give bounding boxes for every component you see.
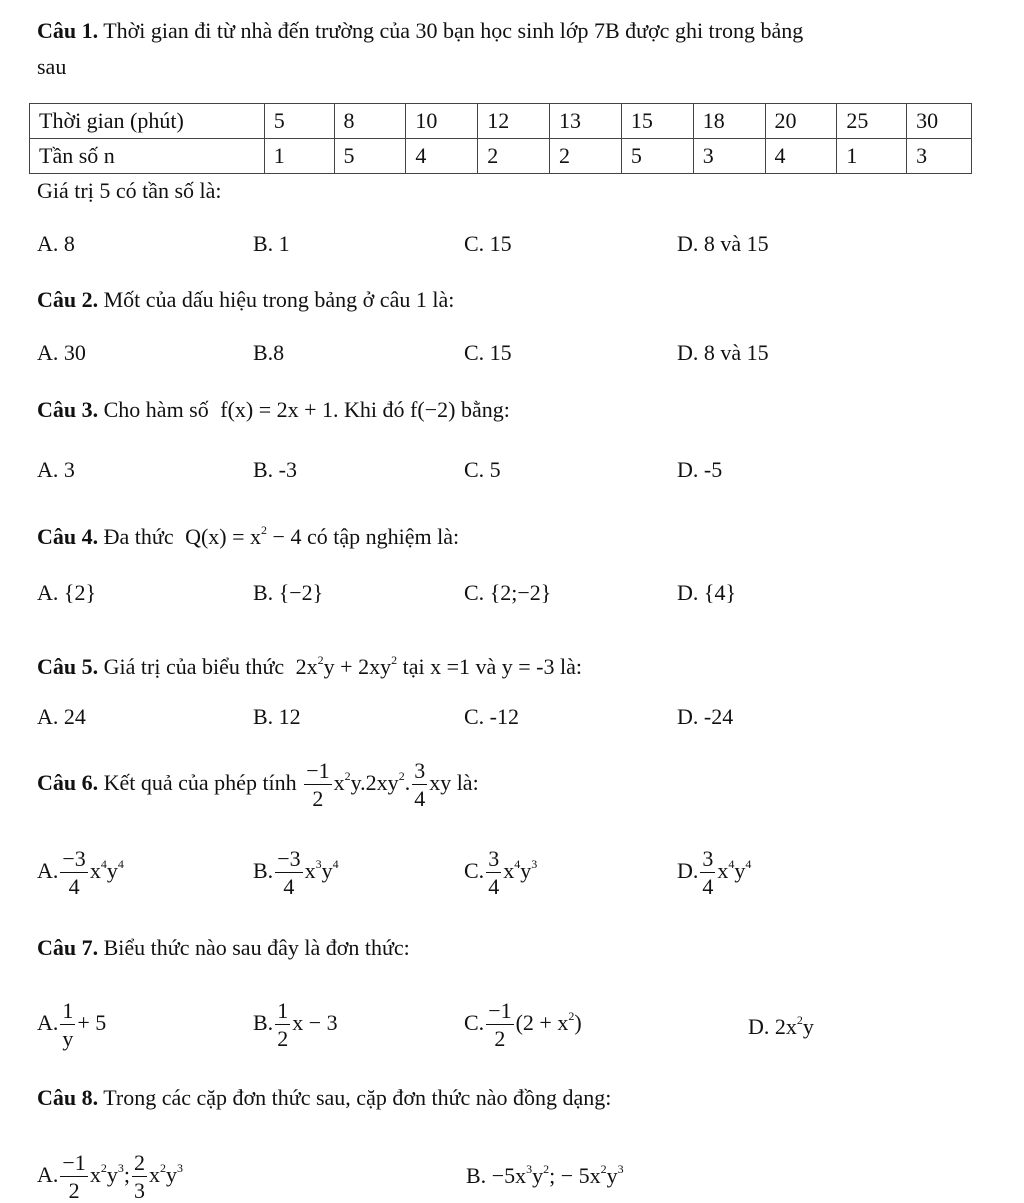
option-letter: B. [466, 1163, 487, 1188]
numerator: 2 [133, 1150, 145, 1175]
term: y [802, 1014, 814, 1039]
option-letter: A. [37, 1010, 59, 1036]
question-7-label: Câu 7. [37, 935, 99, 960]
denominator: y [62, 1026, 74, 1051]
question-6 [37, 760, 479, 810]
exponent: 2 [100, 1161, 107, 1176]
numerator: 3 [702, 846, 714, 871]
exponent: 3 [117, 1161, 124, 1176]
table-cell: 5 [621, 139, 693, 174]
question-1-prompt: Giá trị 5 có tần số là: [37, 178, 222, 203]
term: . [404, 770, 411, 796]
question-1-text-continued: sau [37, 54, 67, 79]
option-value: {−2} [278, 580, 324, 605]
fraction [132, 1152, 147, 1202]
table-cell: 20 [765, 104, 837, 139]
q7-option-d[interactable] [748, 1005, 814, 1042]
table-cell: 3 [693, 139, 765, 174]
option-letter: D. [677, 858, 699, 884]
question-8 [37, 1083, 611, 1113]
denominator: 4 [283, 874, 295, 899]
term: y [734, 858, 746, 884]
exponent: 2 [568, 1009, 575, 1024]
question-6-label: Câu 6. [37, 770, 99, 796]
term: y [606, 1163, 618, 1188]
exponent: 2 [600, 1162, 607, 1176]
numerator: 1 [277, 998, 289, 1023]
q6-option-c[interactable] [464, 848, 537, 898]
option-letter: C. [464, 580, 485, 605]
fraction [700, 848, 715, 898]
option-letter: C. [464, 1010, 485, 1036]
table-cell: 15 [621, 104, 693, 139]
q2-option-c[interactable]: C. 15 [464, 340, 512, 365]
term: x [717, 858, 729, 884]
question-5-label: Câu 5. [37, 654, 99, 679]
table-cell: 3 [907, 139, 972, 174]
term: y [321, 858, 333, 884]
expression [296, 654, 397, 679]
term: x [89, 1162, 101, 1188]
fraction [60, 1000, 75, 1050]
q6-option-b[interactable] [253, 848, 339, 898]
term: y [532, 1163, 544, 1188]
numerator: −1 [306, 758, 330, 783]
denominator: 2 [68, 1178, 80, 1203]
q5-option-a[interactable]: A. 24 [37, 704, 86, 729]
exponent: 3 [617, 1162, 624, 1176]
q7-option-c[interactable] [464, 1000, 582, 1050]
table-cell: 4 [406, 139, 478, 174]
option-letter: D. [677, 580, 699, 605]
fraction [275, 848, 302, 898]
term: y [106, 858, 118, 884]
exponent: 4 [745, 857, 752, 872]
fraction [275, 1000, 290, 1050]
option-letter: B. [253, 858, 274, 884]
table-cell: 30 [907, 104, 972, 139]
fraction [486, 1000, 513, 1050]
exponent: 4 [514, 857, 521, 872]
question-2-label: Câu 2. [37, 287, 99, 312]
term: y [106, 1162, 118, 1188]
question-1-text [37, 18, 803, 44]
question-8-text: Trong các cặp đơn thức sau, cặp đơn thức nào đồng dạng: [103, 1085, 612, 1110]
question-1-label: Câu 1. [37, 18, 99, 43]
q4-option-d[interactable] [677, 578, 736, 608]
question-5-text: tại x =1 và y = -3 là: [402, 654, 582, 679]
question-3-text: bằng: [460, 397, 510, 422]
term: x [333, 770, 345, 796]
question-6-text: là: [456, 770, 479, 796]
table-cell: 1 [264, 139, 334, 174]
term: ) [574, 1010, 582, 1036]
question-4-text: Đa thức [103, 524, 174, 549]
fraction [304, 760, 331, 810]
numerator: −3 [62, 846, 86, 871]
table-cell: 5 [264, 104, 334, 139]
function-evaluation: f(−2) [410, 397, 456, 422]
term: x [304, 858, 316, 884]
denominator: 4 [488, 874, 500, 899]
q4-option-a[interactable] [37, 578, 96, 608]
fraction [412, 760, 427, 810]
fraction [60, 848, 87, 898]
denominator: 4 [68, 874, 80, 899]
option-letter: A. [37, 858, 59, 884]
question-3-label: Câu 3. [37, 397, 99, 422]
polynomial-expression [185, 524, 301, 549]
table-cell: 4 [765, 139, 837, 174]
question-3 [37, 395, 510, 425]
q1-option-c[interactable]: C. 15 [464, 231, 512, 256]
question-4-label: Câu 4. [37, 524, 99, 549]
exponent: 3 [526, 1162, 533, 1176]
term: x − 3 [292, 1010, 338, 1036]
fraction [60, 1152, 87, 1202]
numerator: −1 [62, 1150, 86, 1175]
q3-option-c[interactable]: C. 5 [464, 457, 501, 482]
option-letter: A. [37, 1162, 59, 1188]
question-5-text: Giá trị của biểu thức [103, 654, 285, 679]
expression-part: 2x [295, 654, 318, 679]
q1-option-a[interactable]: A. 8 [37, 231, 75, 256]
polynomial-part: Q(x) = x [185, 524, 262, 549]
option-letter: B. [253, 1010, 274, 1036]
exponent: 2 [391, 653, 398, 667]
option-letter: C. [464, 858, 485, 884]
q7-option-a[interactable] [37, 1000, 106, 1050]
table-cell: 2 [478, 139, 550, 174]
term: x [148, 1162, 160, 1188]
denominator: 4 [414, 786, 426, 811]
question-7 [37, 933, 410, 963]
table-row-frequency [30, 139, 972, 174]
denominator: 2 [494, 1026, 506, 1051]
q8-option-b[interactable] [466, 1154, 624, 1191]
exponent: 2 [159, 1161, 166, 1176]
q1-option-b[interactable]: B. 1 [253, 231, 290, 256]
q4-option-c[interactable] [464, 578, 551, 608]
q6-option-a[interactable] [37, 848, 124, 898]
question-5 [37, 645, 582, 682]
page-bottom-clip [0, 1148, 1024, 1203]
question-3-text: Cho hàm số [103, 397, 209, 422]
q4-option-b[interactable] [253, 578, 323, 608]
exponent: 3 [531, 857, 538, 872]
numerator: 1 [62, 998, 74, 1023]
exponent: 2 [317, 653, 324, 667]
frequency-table [29, 103, 972, 174]
table-cell: Thời gian (phút) [30, 104, 265, 139]
q3-option-d[interactable]: D. -5 [677, 457, 723, 482]
exponent: 4 [117, 857, 124, 872]
option-letter: B. [253, 580, 274, 605]
term: 2x [774, 1014, 797, 1039]
term: ; − 5x [549, 1163, 601, 1188]
exponent: 2 [543, 1162, 550, 1176]
option-letter: D. [748, 1014, 770, 1039]
numerator: −1 [488, 998, 512, 1023]
table-row-time [30, 104, 972, 139]
option-value: {2;−2} [489, 580, 552, 605]
q2-option-b[interactable]: B.8 [253, 340, 285, 365]
term: y [165, 1162, 177, 1188]
q5-option-b[interactable]: B. 12 [253, 704, 301, 729]
question-8-label: Câu 8. [37, 1085, 99, 1110]
q5-option-c[interactable]: C. -12 [464, 704, 519, 729]
denominator: 3 [133, 1178, 145, 1203]
exponent: 3 [176, 1161, 183, 1176]
table-cell: 12 [478, 104, 550, 139]
question-6-text: Kết quả của phép tính [103, 770, 297, 796]
exponent: 3 [315, 857, 322, 872]
denominator: 2 [277, 1026, 289, 1051]
exponent: 4 [332, 857, 339, 872]
q3-option-a[interactable]: A. 3 [37, 457, 75, 482]
exponent: 2 [796, 1013, 803, 1027]
exponent: 4 [728, 857, 735, 872]
question-2 [37, 285, 454, 315]
question-7-text: Biểu thức nào sau đây là đơn thức: [103, 935, 410, 960]
term: x [503, 858, 515, 884]
term: (2 + x [515, 1010, 569, 1036]
table-cell: 8 [334, 104, 406, 139]
table-cell: 25 [837, 104, 907, 139]
table-cell: 10 [406, 104, 478, 139]
q8-option-a[interactable] [37, 1152, 183, 1202]
table-cell: Tần số n [30, 139, 265, 174]
term: x [89, 858, 101, 884]
exponent: 4 [100, 857, 107, 872]
table-cell: 1 [837, 139, 907, 174]
q2-option-d[interactable]: D. 8 và 15 [677, 340, 769, 365]
expression-part: y + 2xy [323, 654, 392, 679]
question-1-body: Thời gian đi từ nhà đến trường của 30 bạn học sinh lớp 7B được ghi trong bảng [103, 18, 804, 43]
option-value: {4} [703, 580, 737, 605]
q5-option-d[interactable]: D. -24 [677, 704, 734, 729]
numerator: 3 [414, 758, 426, 783]
option-letter: A. [37, 580, 59, 605]
denominator: 4 [702, 874, 714, 899]
term: xy [429, 770, 452, 796]
polynomial-part: − 4 [267, 524, 302, 549]
q6-option-d[interactable] [677, 848, 751, 898]
question-2-body: Mốt của dấu hiệu trong bảng ở câu 1 là: [103, 287, 455, 312]
q3-option-b[interactable]: B. -3 [253, 457, 297, 482]
term: −5x [491, 1163, 527, 1188]
function-expression: f(x) = 2x + 1 [220, 397, 334, 422]
q1-option-d[interactable]: D. 8 và 15 [677, 231, 769, 256]
exponent: 2 [261, 523, 268, 537]
q7-option-b[interactable] [253, 1000, 338, 1050]
exponent: 2 [398, 769, 405, 784]
term: y.2xy [350, 770, 399, 796]
exponent: 2 [344, 769, 351, 784]
option-value: {2} [63, 580, 97, 605]
term: y [520, 858, 532, 884]
term: ; [123, 1162, 130, 1188]
question-4 [37, 515, 459, 552]
numerator: 3 [488, 846, 500, 871]
term: + 5 [77, 1010, 107, 1036]
denominator: 2 [312, 786, 324, 811]
table-cell: 5 [334, 139, 406, 174]
table-cell: 2 [550, 139, 622, 174]
table-cell: 18 [693, 104, 765, 139]
q2-option-a[interactable]: A. 30 [37, 340, 86, 365]
numerator: −3 [277, 846, 301, 871]
question-3-text: . Khi đó [333, 397, 405, 422]
question-4-text: có tập nghiệm là: [306, 524, 460, 549]
table-cell: 13 [550, 104, 622, 139]
fraction [486, 848, 501, 898]
